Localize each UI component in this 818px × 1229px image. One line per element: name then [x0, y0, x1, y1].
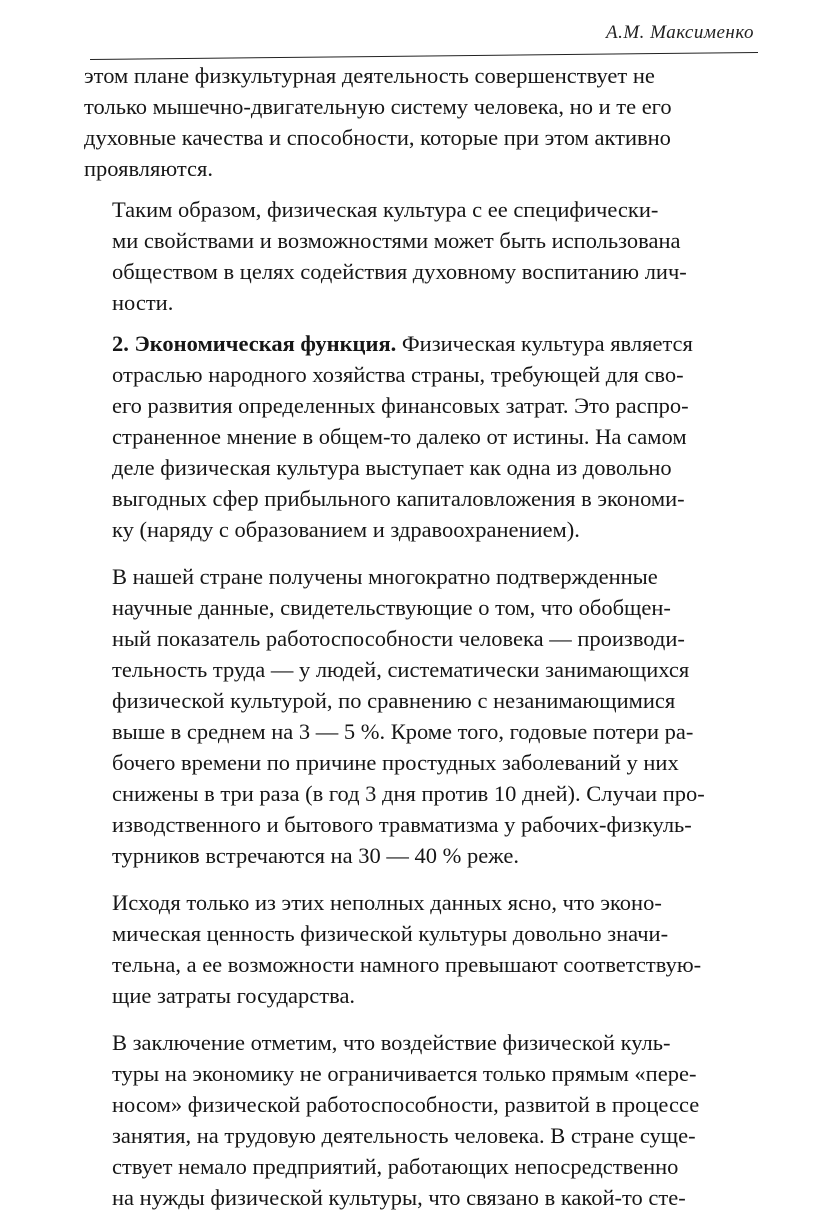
text-line: тельность труда — у людей, систематически занимающихся	[112, 657, 690, 682]
text-line: только мышечно-двигательную систему человека, но и те его	[84, 94, 672, 119]
text-line: мическая ценность физической культуры довольно значи-	[112, 921, 669, 946]
text-line: изводственного и бытового травматизма у рабочих-физкуль-	[112, 812, 692, 837]
text-line: ности.	[112, 290, 174, 315]
text-line-with-heading	[84, 328, 738, 359]
text-line: тельна, а ее возможности намного превышают соответствую-	[112, 952, 702, 977]
text-line: Таким образом, физическая культура с ее специфически-	[112, 197, 659, 222]
text-line: научные данные, свидетельствующие о том, что обобщен-	[112, 595, 671, 620]
paragraph-productivity-data	[84, 561, 738, 871]
text-line: занятия, на трудовую деятельность человека. В стране суще-	[112, 1123, 696, 1148]
text-fragment: Физическая культура является	[396, 331, 693, 356]
text-line: деле физическая культура выступает как одна из довольно	[112, 455, 672, 480]
header-rule	[90, 52, 758, 60]
text-line: туры на экономику не ограничивается только прямым «пере-	[112, 1061, 697, 1086]
text-line: этом плане физкультурная деятельность совершенствует не	[84, 63, 655, 88]
text-line: на нужды физической культуры, что связано в какой-то сте-	[112, 1185, 686, 1210]
text-line: физической культурой, по сравнению с незанимающимися	[112, 688, 676, 713]
paragraph-economic-value	[84, 887, 738, 1011]
text-line: носом» физической работоспособности, развитой в процессе	[112, 1092, 700, 1117]
text-line: духовные качества и способности, которые при этом активно	[84, 125, 671, 150]
text-line: страненное мнение в общем-то далеко от истины. На самом	[112, 424, 687, 449]
paragraph-continuation	[84, 60, 738, 184]
text-line: выгодных сфер прибыльного капиталовложения в экономи-	[112, 486, 685, 511]
text-line: отраслью народного хозяйства страны, требующей для сво-	[112, 362, 684, 387]
text-line: обществом в целях содействия духовному воспитанию лич-	[112, 259, 687, 284]
paragraph-spiritual-education	[84, 194, 738, 318]
text-line: снижены в три раза (в год 3 дня против 10 дней). Случаи про-	[112, 781, 705, 806]
text-line: Исходя только из этих неполных данных ясно, что эконо-	[112, 890, 662, 915]
text-line: ку (наряду с образованием и здравоохранением).	[112, 517, 580, 542]
text-line: бочего времени по причине простудных заболеваний у них	[112, 750, 679, 775]
paragraph-conclusion	[84, 1027, 738, 1213]
text-line: В нашей стране получены многократно подтвержденные	[112, 564, 658, 589]
text-line: щие затраты государства.	[112, 983, 356, 1008]
text-line: турников встречаются на 30 — 40 % реже.	[112, 843, 520, 868]
text-line: ствует немало предприятий, работающих непосредственно	[112, 1154, 679, 1179]
text-line: выше в среднем на 3 — 5 %. Кроме того, годовые потери ра-	[112, 719, 694, 744]
paragraph-economic-function	[84, 328, 738, 545]
text-line: ми свойствами и возможностями может быть использована	[112, 228, 681, 253]
running-head-author: А.М. Максименко	[606, 22, 754, 43]
text-line: В заключение отметим, что воздействие физической куль-	[112, 1030, 671, 1055]
text-line: ный показатель работоспособности человека — производи-	[112, 626, 685, 651]
text-line: его развития определенных финансовых затрат. Это распро-	[112, 393, 689, 418]
text-line: проявляются.	[84, 156, 213, 181]
body-text	[84, 60, 738, 1229]
section-heading-economic-function: 2. Экономическая функция.	[112, 331, 397, 356]
